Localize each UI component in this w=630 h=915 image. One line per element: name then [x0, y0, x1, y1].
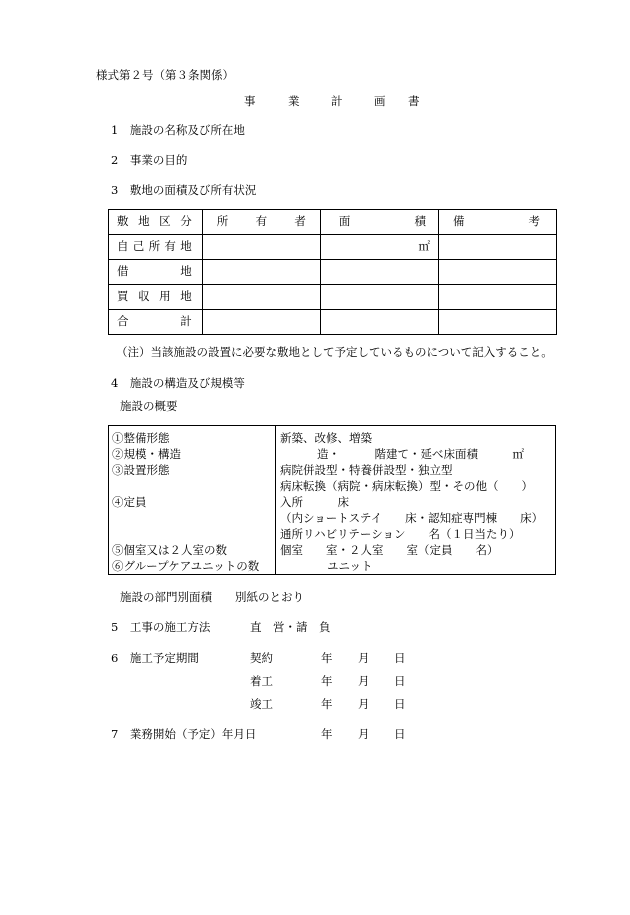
- land-table-header: [109, 210, 557, 235]
- day-unit: 日: [394, 674, 406, 688]
- owner-cell[interactable]: [202, 285, 320, 310]
- title-char: 事: [244, 94, 256, 108]
- overview-value: 病院併設型・特養併設型・独立型: [280, 463, 453, 477]
- overview-value: 造・ 階建て・延べ床面積 ㎡: [317, 447, 524, 461]
- overview-label: ①整備形態: [112, 431, 170, 445]
- day-unit: 日: [394, 651, 406, 665]
- row-label-own-land: 自 己 所 有 地: [109, 235, 203, 260]
- remarks-cell[interactable]: [438, 310, 556, 335]
- item-2-heading: 2 事業の目的: [111, 153, 188, 167]
- item-4-heading: 4 施設の構造及び規模等: [111, 376, 245, 390]
- overview-value: 新築、改修、増築: [280, 431, 372, 445]
- construction-method: 直 営・請 負: [250, 620, 331, 634]
- title-char: 業: [288, 94, 300, 108]
- area-cell[interactable]: [320, 260, 438, 285]
- overview-heading: 施設の概要: [120, 399, 178, 413]
- area-cell[interactable]: [320, 235, 438, 260]
- owner-cell[interactable]: [202, 310, 320, 335]
- overview-label: ③設置形態: [112, 463, 170, 477]
- month-unit: 月: [358, 727, 370, 741]
- row-label-purchase-land: 買 収 用 地: [109, 285, 203, 310]
- owner-cell[interactable]: [202, 260, 320, 285]
- item-7-heading: 7 業務開始（予定）年月日: [111, 727, 257, 741]
- table-row: [109, 235, 557, 260]
- item-3-heading: 3 敷地の面積及び所有状況: [111, 183, 257, 197]
- period-label: 契約: [250, 651, 273, 665]
- header-area: 面 積: [320, 210, 438, 235]
- year-unit: 年: [321, 651, 333, 665]
- area-unit: ㎡: [418, 239, 430, 254]
- overview-label: ⑥グループケアユニットの数: [112, 559, 260, 573]
- item-1-heading: 1 施設の名称及び所在地: [111, 123, 245, 137]
- remarks-cell[interactable]: [438, 235, 556, 260]
- table-row: [109, 310, 557, 335]
- overview-value: 通所リハビリテーション 名（１日当たり）: [280, 527, 521, 541]
- header-owner: 所 有 者: [202, 210, 320, 235]
- day-unit: 日: [394, 727, 406, 741]
- dept-area-line: 施設の部門別面積 別紙のとおり: [120, 590, 304, 604]
- year-unit: 年: [321, 727, 333, 741]
- overview-value: 入所 床: [280, 495, 349, 509]
- year-unit: 年: [321, 697, 333, 711]
- overview-value: （内ショートステイ 床・認知症専門棟 床）: [280, 511, 544, 525]
- remarks-cell[interactable]: [438, 285, 556, 310]
- overview-label: ②規模・構造: [112, 447, 181, 461]
- title-char: 画: [374, 94, 386, 108]
- year-unit: 年: [321, 674, 333, 688]
- header-land-category: 敷 地 区 分: [109, 210, 203, 235]
- owner-cell[interactable]: [202, 235, 320, 260]
- day-unit: 日: [394, 697, 406, 711]
- row-label-total: 合 計: [109, 310, 203, 335]
- item-6-heading: 6 施工予定期間: [111, 651, 199, 665]
- table-row: [109, 285, 557, 310]
- facility-overview-box: [108, 425, 556, 575]
- row-label-leased-land: 借 地: [109, 260, 203, 285]
- overview-label: ⑤個室又は２人室の数: [112, 543, 227, 557]
- overview-value: 病床転換（病院・病床転換）型・その他（ ）: [280, 479, 533, 493]
- table-note: （注）当該施設の設置に必要な敷地として予定しているものについて記入すること。: [116, 345, 553, 359]
- month-unit: 月: [358, 674, 370, 688]
- header-remarks: 備 考: [438, 210, 556, 235]
- table-row: [109, 260, 557, 285]
- month-unit: 月: [358, 697, 370, 711]
- title-char: 書: [408, 94, 420, 108]
- period-label: 着工: [250, 674, 273, 688]
- area-cell[interactable]: [320, 285, 438, 310]
- overview-value: 個室 室・２人室 室（定員 名）: [280, 543, 499, 557]
- overview-divider: [275, 426, 276, 574]
- title-char: 計: [331, 94, 343, 108]
- form-label: 様式第２号（第３条関係）: [96, 68, 234, 82]
- area-cell[interactable]: [320, 310, 438, 335]
- overview-value: ユニット: [327, 559, 373, 573]
- month-unit: 月: [358, 651, 370, 665]
- item-5-heading: 5 工事の施工方法: [111, 620, 211, 634]
- remarks-cell[interactable]: [438, 260, 556, 285]
- overview-label: ④定員: [112, 495, 147, 509]
- land-table: [108, 209, 557, 335]
- period-label: 竣工: [250, 697, 273, 711]
